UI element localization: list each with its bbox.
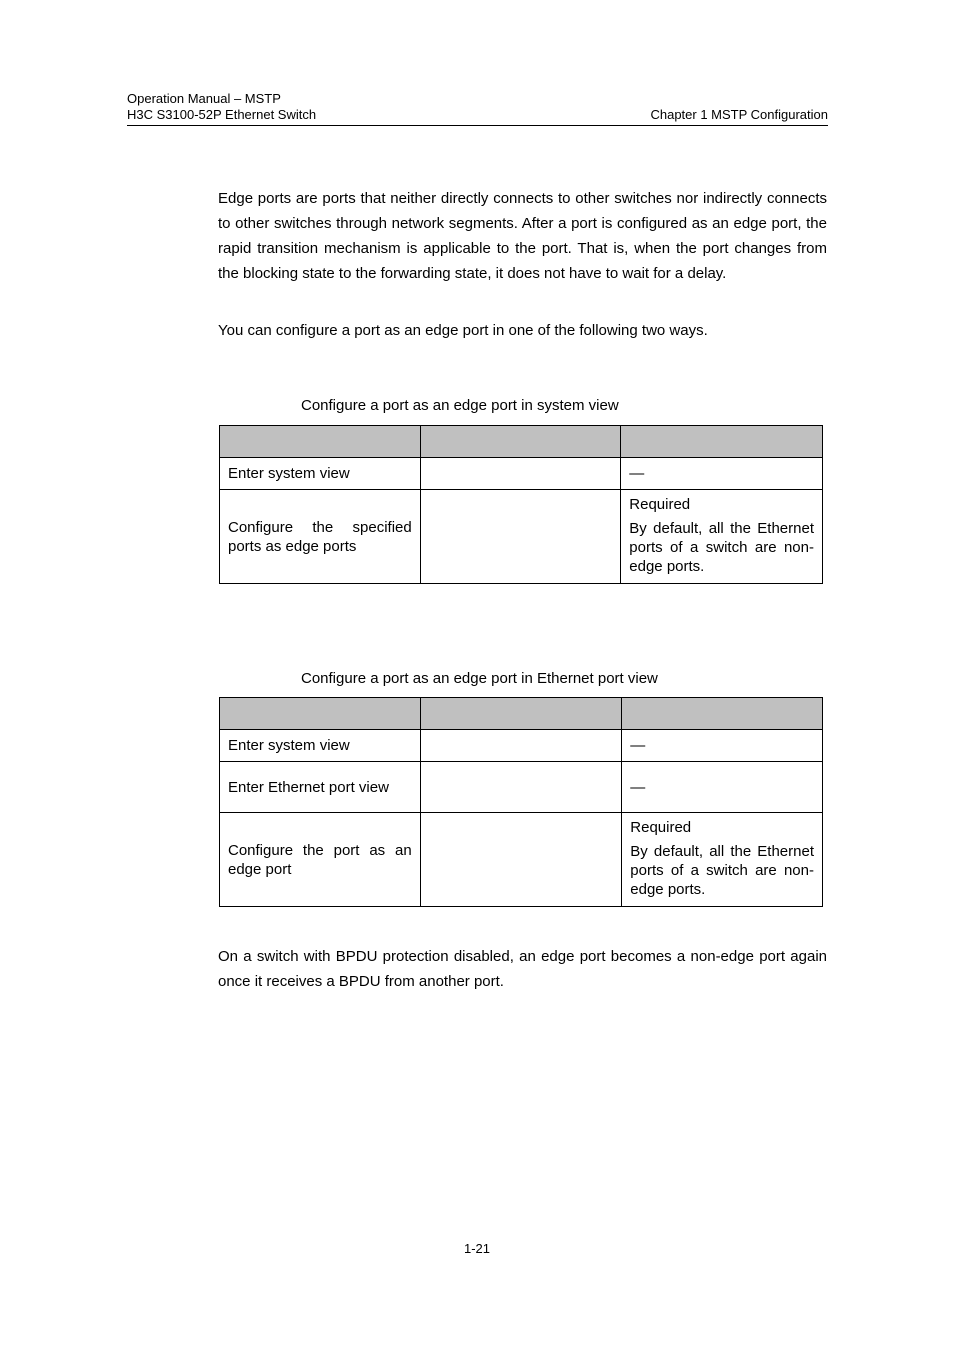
header-cell <box>621 426 823 458</box>
header-cell <box>220 426 421 458</box>
notes-required: Required <box>629 495 691 513</box>
intro-paragraph: Edge ports are ports that neither directly connects to other switches nor indirectly connects to other switches through network segments. After a port is configured as an edge port, the rapid transition mechanism is applicable to the port. That is, when the port changes from the blocking state to the forwarding state, it does not have to wait for a delay. <box>218 190 827 282</box>
command-cell <box>420 730 622 762</box>
port-view-config-table <box>219 697 823 907</box>
operation-cell: Enter Ethernet port view <box>220 762 421 813</box>
notes-cell <box>622 813 823 907</box>
system-view-config-table <box>219 425 823 584</box>
operation-cell: Configure the port as an edge port <box>220 813 421 907</box>
header-cell <box>622 698 823 730</box>
page-number: 1-21 <box>463 1241 491 1256</box>
page-header <box>127 90 828 126</box>
table-row <box>220 762 823 813</box>
table-row <box>220 813 823 907</box>
table-row <box>220 490 823 584</box>
header-cell <box>420 698 622 730</box>
intro-ways-paragraph: You can configure a port as an edge port in one of the following two ways. <box>218 322 708 339</box>
manual-title: Operation Manual – MSTP <box>127 91 281 106</box>
table-header-row <box>220 698 823 730</box>
operation-cell: Configure the specified ports as edge ports <box>220 490 421 584</box>
closing-paragraph: On a switch with BPDU protection disabled, an edge port becomes a non-edge port again once it receives a BPDU from another port. <box>218 948 827 990</box>
operation-cell: Enter system view <box>220 730 421 762</box>
header-cell <box>420 426 621 458</box>
notes-detail: By default, all the Ethernet ports of a switch are non-edge ports. <box>630 842 814 898</box>
table1-caption: Configure a port as an edge port in system view <box>301 397 619 414</box>
header-cell <box>220 698 421 730</box>
command-cell <box>420 458 621 490</box>
table-row <box>220 730 823 762</box>
notes-cell: — <box>621 458 823 490</box>
command-cell <box>420 813 622 907</box>
table2-caption: Configure a port as an edge port in Ethernet port view <box>301 670 658 687</box>
notes-detail: By default, all the Ethernet ports of a switch are non-edge ports. <box>629 519 814 575</box>
notes-required: Required <box>630 818 692 836</box>
product-name: H3C S3100-52P Ethernet Switch <box>127 107 317 122</box>
notes-cell <box>621 490 823 584</box>
operation-cell: Enter system view <box>220 458 421 490</box>
notes-cell: — <box>622 762 823 813</box>
notes-cell: — <box>622 730 823 762</box>
table-header-row <box>220 426 823 458</box>
table-row <box>220 458 823 490</box>
command-cell <box>420 490 621 584</box>
chapter-title: Chapter 1 MSTP Configuration <box>650 107 828 122</box>
command-cell <box>420 762 622 813</box>
